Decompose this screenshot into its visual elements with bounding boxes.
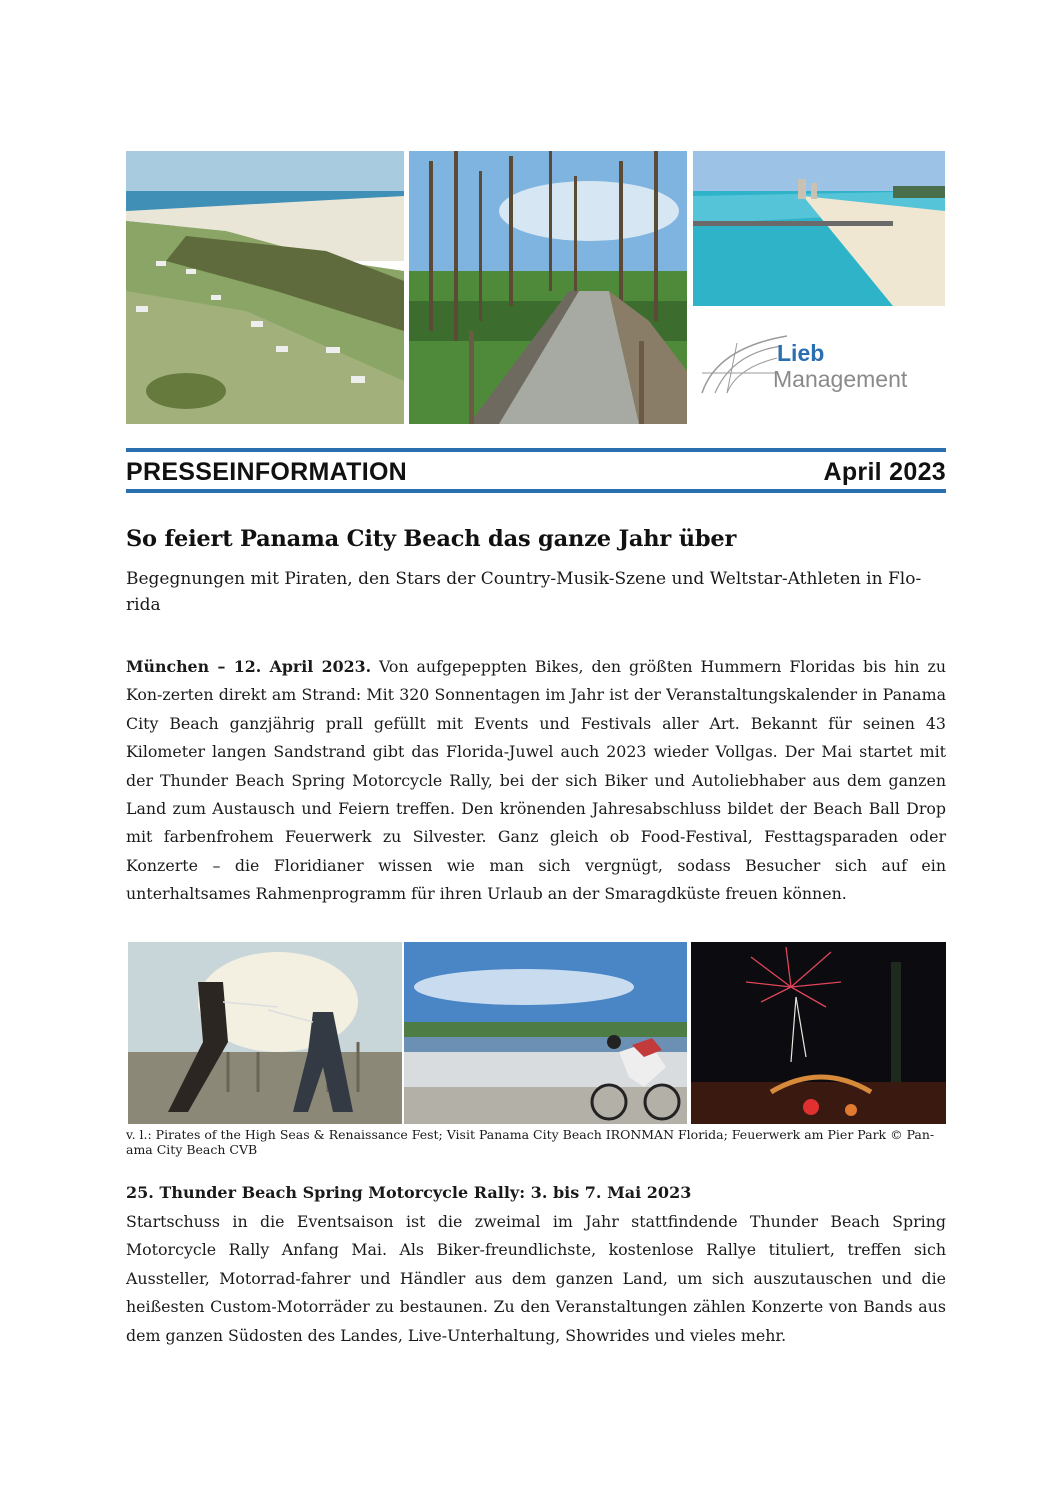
intro-text: Von aufgepeppten Bikes, den größten Hummern Floridas bis hin zu Kon-zerten direkt am Strand: Mit 320 Sonnentagen im Jahr ist der Veranstaltungskalender in Panama City Beach ganzjährig prall gefüllt mit Events und Festivals aller Art. Bekannt für seinen 43 Kilometer langen Sandstrand gibt das Florida-Juwel auch 2023 wieder Vollgas. Der Mai startet mit der Thunder Beach Spring Motorcycle Rally, bei der sich Biker und Autoliebhaber aus dem ganzen Land zum Austausch und Feiern treffen. Den krönenden Jahresabschluss bildet der Beach Ball Drop mit farbenfrohem Feuerwerk zu Silvester. Ganz gleich ob Food-Festival, Festtagsparaden oder Konzerte – die Floridianer wissen wie man sich vergnügt, sodass Besucher sich auf ein unterhaltsames Rahmenprogramm für ihren Urlaub an der Smaragdküste freuen können. <box>126 657 946 904</box>
aerial-coast-island-image <box>126 151 404 424</box>
pirates-fencing-image <box>128 942 402 1124</box>
header-rule-bottom <box>126 489 946 493</box>
section-title: 25. Thunder Beach Spring Motorcycle Rally: 3. bis 7. Mai 2023 <box>126 1183 692 1202</box>
fireworks-pier-park-image <box>691 942 946 1124</box>
logo-text-lieb: Lieb <box>777 340 825 366</box>
page-subtitle: Begegnungen mit Piraten, den Stars der Country-Musik-Szene und Weltstar-Athleten in Flo-rida <box>126 569 922 615</box>
press-label: PRESSEINFORMATION <box>126 458 408 486</box>
press-header <box>126 458 946 488</box>
section-paragraph: Startschuss in die Eventsaison ist die zweimal im Jahr stattfindende Thunder Beach Spring Motorcycle Rally Anfang Mai. Als Biker-freundlichste, kostenlose Rallye tituliert, treffen sich Aussteller, Motorrad-fahrer und Händler aus dem ganzen Land, um sich auszutauschen und die heißesten Custom-Motorräder zu bestaunen. Zu den Veranstaltungen zählen Konzerte von Bands aus dem ganzen Südosten des Landes, Live-Unterhaltung, Showrides und vieles mehr. <box>126 1212 946 1345</box>
page-title: So feiert Panama City Beach das ganze Jahr über <box>126 526 737 552</box>
header-rule-top <box>126 448 946 452</box>
intro-lead: München – 12. April 2023. <box>126 657 372 676</box>
ironman-cyclist-image <box>404 942 687 1124</box>
photo-caption: v. l.: Pirates of the High Seas & Renaissance Fest; Visit Panama City Beach IRONMAN Florida; Feuerwerk am Pier Park © Pan-ama City Beach CVB <box>126 1127 935 1157</box>
beach-pier-aerial-image <box>693 151 945 306</box>
lieb-management-logo <box>693 318 945 408</box>
intro-paragraph <box>126 653 946 909</box>
press-date: April 2023 <box>823 458 946 486</box>
boardwalk-forest-image <box>409 151 687 424</box>
logo-text-management: Management <box>773 366 908 392</box>
